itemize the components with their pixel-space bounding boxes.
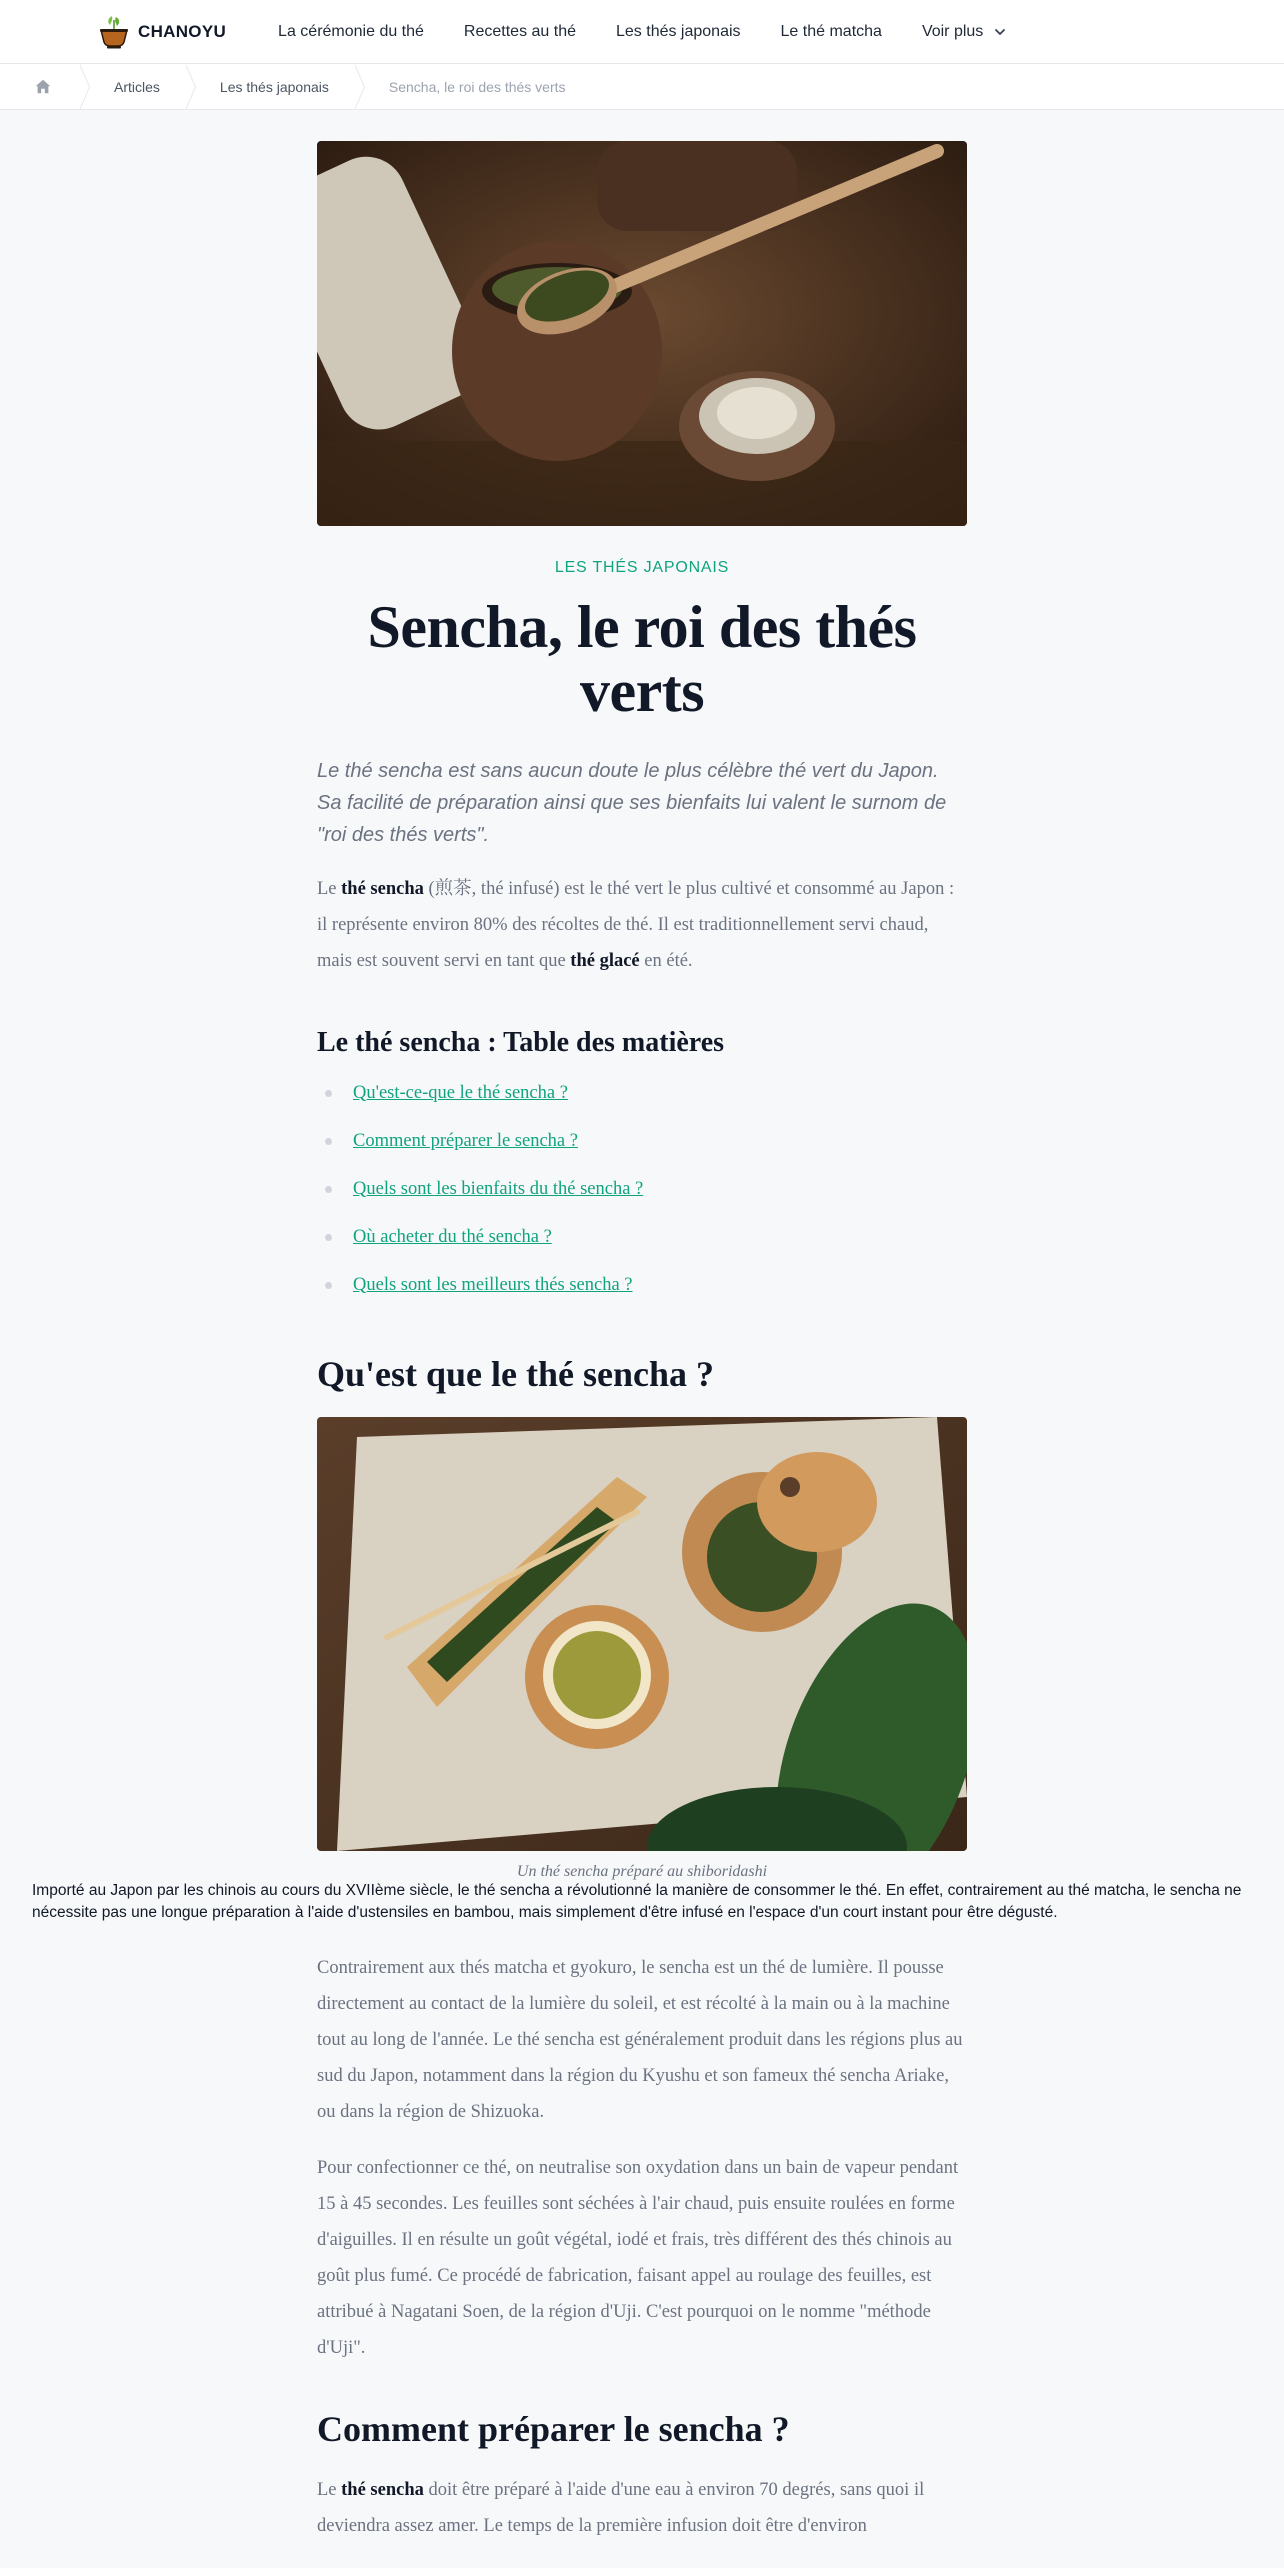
brand-logo[interactable] (98, 14, 226, 50)
nav-more-label: Voir plus (921, 22, 984, 40)
paragraph-confection: Pour confectionner ce thé, on neutralise son oxydation dans un bain de vapeur pendant 15 à 45 secondes. Les feuilles sont séchées à l'air chaud, puis ensuite roulées en forme d'aiguilles. Il en résulte un goût végétal, iodé et frais, très différent des thés chinois au goût plus fumé. Ce procédé de fabrication, faisant appel au roulage des feuilles, est attribué à Nagatani Soen, de la région d'Uji. C'est pourquoi on le nomme "méthode d'Uji". (317, 2158, 959, 2358)
toc-item (317, 1165, 967, 1213)
paragraph-preparation (317, 2472, 967, 2544)
toc-link-acheter[interactable]: Où acheter du thé sencha ? (353, 1226, 552, 1247)
bullet-icon (325, 1186, 332, 1193)
bullet-icon (325, 1234, 332, 1241)
article (317, 141, 967, 1881)
nav-item-matcha[interactable]: Le thé matcha (780, 22, 882, 40)
top-navigation (0, 0, 1284, 64)
nav-more-dropdown[interactable] (922, 23, 1007, 41)
intro-note-paragraph: Importé au Japon par les chinois au cours du XVIIème siècle, le thé sencha a révolutionné la manière de consommer le thé. En effet, contrairement au thé matcha, le sencha ne nécessite pas une longue préparation à l'aide d'ustensiles en bambou, mais simplement d'être infusé en l'espace d'un court instant pour être dégusté. (32, 1882, 1242, 1921)
toc-item (317, 1261, 967, 1309)
bullet-icon (325, 1090, 332, 1097)
nav-item-recettes[interactable]: Recettes au thé (463, 22, 576, 40)
intro-paragraph (317, 871, 967, 979)
breadcrumb (0, 64, 1284, 110)
toc-item (317, 1069, 967, 1117)
intro-text-3: en été. (639, 951, 693, 971)
breadcrumb-thes-japonais[interactable]: Les thés japonais (186, 64, 355, 109)
breadcrumb-home[interactable] (0, 64, 80, 109)
bullet-icon (325, 1138, 332, 1145)
prep-bold: thé sencha (341, 2480, 424, 2500)
toc-item (317, 1117, 967, 1165)
nav-item-thes-japonais[interactable]: Les thés japonais (616, 22, 741, 40)
toc-heading: Le thé sencha : Table des matières (317, 1027, 725, 1058)
hero-image (317, 141, 967, 526)
breadcrumb-articles[interactable]: Articles (80, 64, 186, 109)
breadcrumb-current: Sencha, le roi des thés verts (388, 78, 566, 95)
toc-link-bienfaits[interactable]: Quels sont les bienfaits du thé sencha ? (353, 1178, 644, 1199)
toc-item (317, 1213, 967, 1261)
article-lead: Le thé sencha est sans aucun doute le plus célèbre thé vert du Japon. Sa facilité de préparation ainsi que ses bienfaits lui valent le surnom de "roi des thés verts". (317, 760, 947, 846)
sencha-preparation-image (317, 1417, 967, 1851)
intro-text-2: (煎茶, thé infusé) est le thé vert le plus cultivé et consommé au Japon : il représente environ 80% des récoltes de thé. Il est traditionnellement servi chaud, mais est souvent servi en tant que (317, 879, 955, 971)
home-icon (34, 78, 52, 96)
toc-link-quest-ce[interactable]: Qu'est-ce-que le thé sencha ? (353, 1082, 568, 1103)
article-continued (317, 1950, 967, 2544)
page-title: Sencha, le roi des thés verts (367, 594, 917, 724)
section-heading-quest-ce: Qu'est que le thé sencha ? (317, 1354, 715, 1394)
chevron-down-icon (993, 25, 1007, 39)
paragraph-lumiere: Contrairement aux thés matcha et gyokuro, le sencha est un thé de lumière. Il pousse directement au contact de la lumière du soleil, et est récolté à la main ou à la machine tout au long de l'année. Le thé sencha est généralement produit dans les régions plus au sud du Japon, notamment dans la région du Kyushu et son fameux thé sencha Ariake, ou dans la région de Shizuoka. (317, 1958, 963, 2122)
intro-bold-1: thé sencha (341, 879, 424, 899)
toc-link-meilleurs[interactable]: Quels sont les meilleurs thés sencha ? (353, 1274, 633, 1295)
toc-link-preparer[interactable]: Comment préparer le sencha ? (353, 1130, 578, 1151)
prep-text-2: doit être préparé à l'aide d'une eau à environ 70 degrés, sans quoi il deviendra assez amer. Le temps de la première infusion doit être d'environ (317, 2480, 925, 2536)
image-caption: Un thé sencha préparé au shiboridashi (516, 1863, 768, 1880)
brand-name: CHANOYU (138, 21, 227, 41)
intro-bold-2: thé glacé (570, 951, 640, 971)
article-category[interactable]: LES THÉS JAPONAIS (554, 559, 730, 576)
tea-bowl-icon (98, 14, 130, 50)
prep-text-1: Le (317, 2480, 342, 2500)
section-heading-preparer: Comment préparer le sencha ? (317, 2409, 790, 2449)
table-of-contents (317, 1069, 967, 1309)
intro-text-1: Le (317, 879, 342, 899)
nav-item-ceremonie[interactable]: La cérémonie du thé (278, 22, 424, 40)
bullet-icon (325, 1282, 332, 1289)
